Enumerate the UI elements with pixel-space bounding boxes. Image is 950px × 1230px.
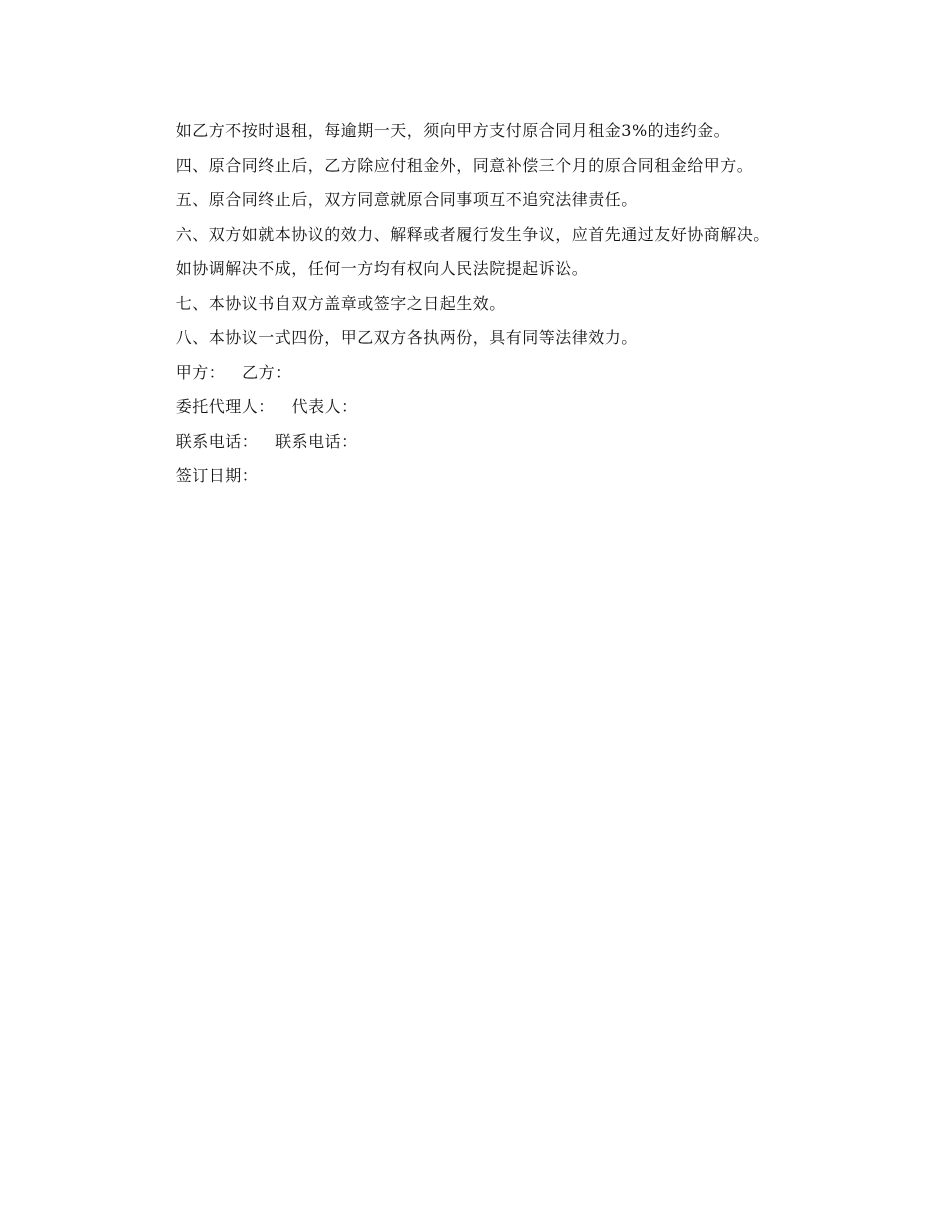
paragraph-clause-4: 四、原合同终止后，乙方除应付租金外，同意补偿三个月的原合同租金给甲方。 [175, 155, 754, 175]
agent-label: 委托代理人： [175, 397, 275, 416]
paragraph-clause-5: 五、原合同终止后，双方同意就原合同事项互不追究法律责任。 [175, 190, 638, 209]
signature-agents [139, 390, 819, 425]
party-a-label: 甲方： [175, 362, 226, 382]
party-b-label: 乙方： [242, 362, 292, 382]
phone-b-label: 联系电话： [275, 431, 358, 451]
paragraph-clause-8: 八、本协议一式四份，甲乙双方各执两份，具有同等法律效力。 [175, 328, 638, 347]
paragraph-clause-6: 六、双方如就本协议的效力、解释或者履行发生争议，应首先通过友好协商解决。 [175, 224, 770, 244]
sign-date-label: 签订日期： [175, 466, 259, 485]
phone-a-label: 联系电话： [175, 431, 259, 451]
paragraph-clause-7: 七、本协议书自双方盖章或签字之日起生效。 [175, 293, 506, 313]
document-body [139, 114, 819, 494]
signature-parties [139, 356, 819, 391]
signature-date [139, 459, 819, 494]
paragraph-litigation: 如协调解决不成，任何一方均有权向人民法院提起诉讼。 [175, 259, 589, 278]
representative-label: 代表人： [291, 397, 358, 416]
paragraph-late-penalty: 如乙方不按时退租，每逾期一天，须向甲方支付原合同月租金3%的违约金。 [175, 121, 731, 140]
signature-phones [139, 425, 819, 460]
